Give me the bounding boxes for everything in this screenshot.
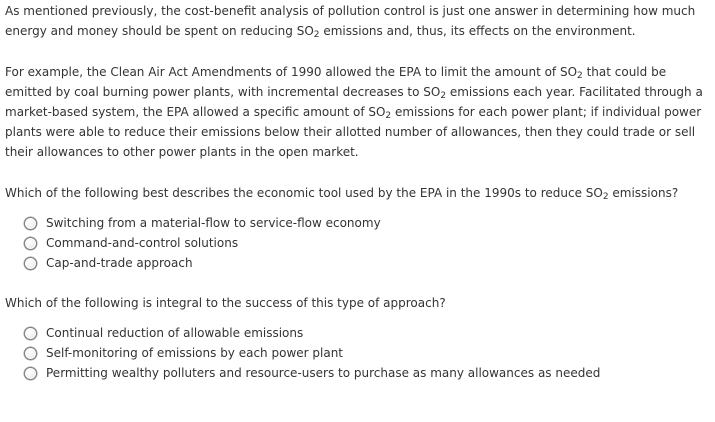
context-line-5: their allowances to other power plants in the open market. xyxy=(5,145,359,159)
option-label[interactable]: Permitting wealthy polluters and resource-users to purchase as many allowances as needed xyxy=(46,366,601,380)
intro-line-2-text-b: emissions and, thus, its effects on the environment. xyxy=(319,24,636,38)
question-2-text xyxy=(5,293,711,313)
question-2-option-2[interactable] xyxy=(24,343,600,363)
context-line-2-text-a: emitted by coal burning power plants, with incremental decreases to SO xyxy=(5,85,441,99)
question-1-text xyxy=(5,183,711,203)
question-2-line: Which of the following is integral to the success of this type of approach? xyxy=(5,296,446,310)
question-1-option-3[interactable] xyxy=(24,253,381,273)
radio-button-icon[interactable] xyxy=(24,237,37,250)
radio-button-icon[interactable] xyxy=(24,327,37,340)
context-line-3-text-b: emissions for each power plant; if individual power xyxy=(391,105,702,119)
option-label[interactable]: Self-monitoring of emissions by each power plant xyxy=(46,346,343,360)
question-1-subscript: 2 xyxy=(602,192,609,202)
option-label[interactable]: Cap-and-trade approach xyxy=(46,256,193,270)
question-2-option-1[interactable] xyxy=(24,323,600,343)
context-paragraph xyxy=(5,62,711,162)
context-line-1 xyxy=(5,62,711,82)
option-label[interactable]: Command-and-control solutions xyxy=(46,236,239,250)
option-label[interactable]: Switching from a material-flow to service-flow economy xyxy=(46,216,381,230)
radio-button-icon[interactable] xyxy=(24,347,37,360)
context-line-1-text-a: For example, the Clean Air Act Amendments of 1990 allowed the EPA to limit the amount of SO xyxy=(5,65,578,79)
question-1-line xyxy=(5,183,711,203)
context-line-2-text-b: emissions each year. Facilitated through a xyxy=(446,85,703,99)
context-line-3-subscript: 2 xyxy=(385,111,392,121)
question-2-option-3[interactable] xyxy=(24,363,600,383)
context-line-1-subscript: 2 xyxy=(577,71,583,81)
context-line-2 xyxy=(5,82,711,102)
context-line-2-subscript: 2 xyxy=(440,91,447,101)
context-line-1-text-b: that could be xyxy=(582,65,667,79)
intro-paragraph xyxy=(5,1,711,41)
question-1-option-1[interactable] xyxy=(24,213,381,233)
radio-button-icon[interactable] xyxy=(24,217,37,230)
context-line-4: plants were able to reduce their emissions below their allotted number of allowances, then they could trade or sell xyxy=(5,125,696,139)
intro-line-2 xyxy=(5,21,711,41)
context-line-3-text-a: market-based system, the EPA allowed a specific amount of SO xyxy=(5,105,386,119)
question-1-options xyxy=(24,213,381,273)
intro-line-1: As mentioned previously, the cost-benefit analysis of pollution control is just one answer in determining how much xyxy=(5,4,696,18)
intro-line-2-text-a: energy and money should be spent on reducing SO xyxy=(5,24,314,38)
question-1-text-b: emissions? xyxy=(608,186,679,200)
question-1-option-2[interactable] xyxy=(24,233,381,253)
intro-line-2-subscript: 2 xyxy=(313,30,320,40)
radio-button-icon[interactable] xyxy=(24,257,37,270)
question-2-options xyxy=(24,323,600,383)
option-label[interactable]: Continual reduction of allowable emissions xyxy=(46,326,304,340)
context-line-3 xyxy=(5,102,711,122)
radio-button-icon[interactable] xyxy=(24,367,37,380)
question-1-text-a: Which of the following best describes the economic tool used by the EPA in the 1990s to reduce SO xyxy=(5,186,603,200)
